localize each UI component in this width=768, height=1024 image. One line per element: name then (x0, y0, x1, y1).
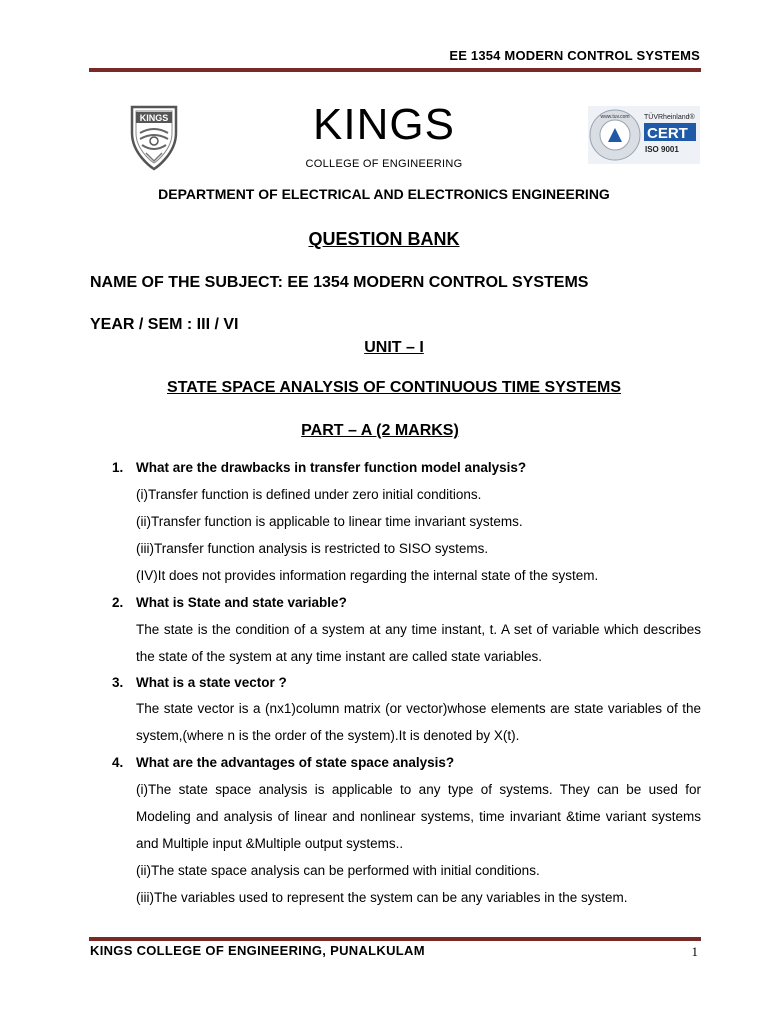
question-2 (112, 595, 702, 610)
header-title: EE 1354 MODERN CONTROL SYSTEMS (449, 48, 700, 63)
svg-text:ISO 9001: ISO 9001 (645, 145, 679, 154)
footer-rule (89, 937, 701, 941)
tuv-cert-logo (588, 106, 700, 164)
answer-2: The state is the condition of a system at any time instant, t. A set of variable which describes the state of the system at any time instant are called state variables. (136, 622, 701, 664)
question-1 (112, 460, 702, 475)
svg-text:KINGS: KINGS (139, 113, 169, 123)
question-text: What are the drawbacks in transfer function model analysis? (136, 460, 527, 475)
department-heading: DEPARTMENT OF ELECTRICAL AND ELECTRONICS ENGINEERING (158, 186, 610, 202)
part-heading: PART – A (2 MARKS) (301, 422, 459, 439)
unit-heading: UNIT – I (364, 339, 424, 356)
svg-text:TÜVRheinland®: TÜVRheinland® (644, 114, 695, 121)
unit-topic: STATE SPACE ANALYSIS OF CONTINUOUS TIME SYSTEMS (167, 379, 621, 396)
question-number: 1. (112, 460, 124, 475)
svg-text:www.tuv.com: www.tuv.com (600, 114, 630, 120)
subject-name: NAME OF THE SUBJECT: EE 1354 MODERN CONTROL SYSTEMS (90, 274, 589, 291)
page-number: 1 (691, 944, 698, 959)
question-text: What are the advantages of state space analysis? (136, 755, 455, 770)
year-semester: YEAR / SEM : III / VI (90, 316, 239, 333)
question-text: What is State and state variable? (136, 595, 347, 610)
question-number: 2. (112, 595, 124, 610)
question-number: 4. (112, 755, 124, 770)
document-title: QUESTION BANK (308, 229, 460, 249)
svg-text:CERT: CERT (647, 125, 688, 142)
question-4 (112, 755, 702, 770)
answer-1: (i)Transfer function is defined under zero initial conditions. (ii)Transfer function is applicable to linear time invariant systems. (iii)Transfer function analysis is restricted to SISO systems. (IV)It does not provides information regarding the internal state of the system. (136, 487, 599, 583)
answer-4: (i)The state space analysis is applicable to any type of systems. They can be used for Modeling and analysis of linear and nonlinear systems, time invariant &time variant systems and Multiple input &Multiple output systems.. (ii)The state space analysis can be performed with initial conditions. (iii)The variables used to represent the system can be any variables in the system. (136, 782, 701, 905)
footer-text: KINGS COLLEGE OF ENGINEERING, PUNALKULAM (90, 943, 425, 958)
question-3 (112, 675, 702, 690)
question-text: What is a state vector ? (136, 675, 287, 690)
header-rule (89, 68, 701, 72)
question-number: 3. (112, 675, 124, 690)
college-subtitle: COLLEGE OF ENGINEERING (305, 158, 463, 170)
college-name: KINGS (313, 100, 455, 149)
answer-3: The state vector is a (nx1)column matrix (or vector)whose elements are state variables of the system,(where n is the order of the system).It is denoted by X(t). (136, 701, 701, 743)
